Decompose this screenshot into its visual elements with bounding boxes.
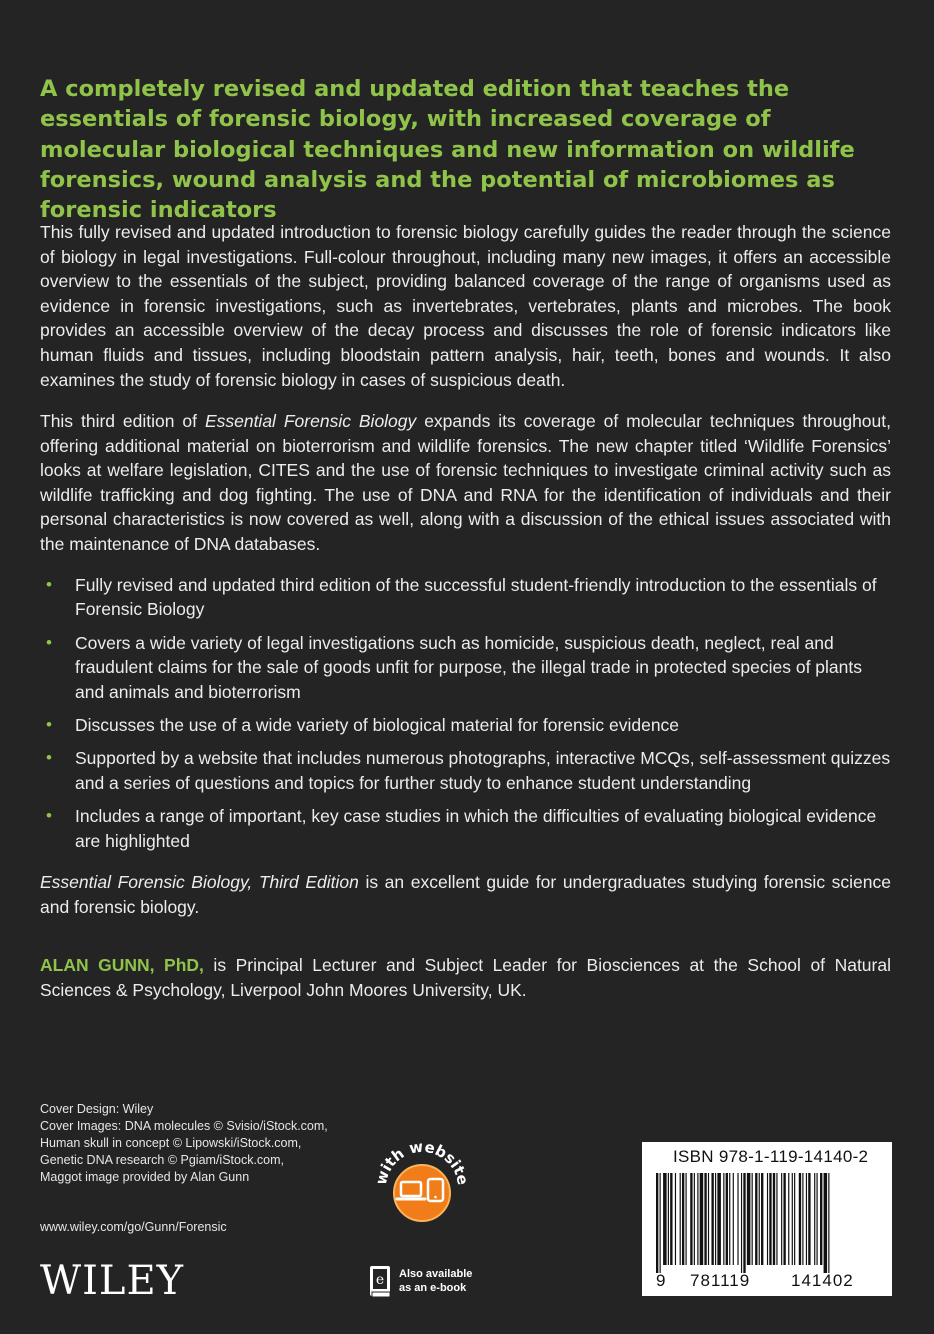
barcode-digits-right: 141402 — [791, 1271, 854, 1290]
barcode-bar — [690, 1173, 692, 1265]
barcode-bar — [792, 1173, 793, 1265]
barcode-bar — [781, 1173, 782, 1265]
feature-list-item — [40, 746, 891, 795]
barcode-bar — [816, 1173, 817, 1265]
bullet-marker: • — [46, 632, 52, 652]
bullet-marker: • — [46, 575, 52, 594]
barcode-bars — [654, 1173, 880, 1273]
barcode-bar — [729, 1173, 730, 1265]
barcode-bar — [767, 1173, 768, 1265]
author-name: ALAN GUNN, PhD, — [40, 955, 204, 975]
summary-suffix: is an excellent guide for undergraduates studying forensic science and forensic biology. — [40, 872, 891, 917]
barcode-bar — [682, 1173, 684, 1265]
description-paragraph-1: This fully revised and updated introduction to forensic biology carefully guides the reader through the science of biology in legal investigations. Full-colour throughout, including many new images, it offers an accessible overview to the essentials of the subject, providing balanced coverage of the range of organisms used as evidence in forensic investigations, such as invertebrates, vertebrates, plants and microbes. The book provides an accessible overview of the decay process and discusses the role of forensic indicators like human fluids and tissues, including bloodstain pattern analysis, hair, teeth, bones and wounds. It also examines the study of forensic biology in cases of suspicious death. — [40, 222, 891, 390]
barcode-bar — [752, 1173, 753, 1265]
barcode-bar — [808, 1173, 810, 1265]
barcode-bar — [773, 1173, 775, 1265]
barcode-bar — [828, 1173, 829, 1273]
barcode-digits-left: 781119 — [690, 1271, 751, 1290]
p2-prefix: This third edition of — [40, 411, 205, 431]
feature-list — [40, 573, 891, 862]
author-bio — [40, 953, 891, 1002]
credit-line: Genetic DNA research © Pgiam/iStock.com, — [40, 1153, 285, 1167]
ebook-line-2: as an e-book — [399, 1282, 467, 1294]
credit-line: Cover Design: Wiley — [40, 1102, 154, 1116]
credit-line: Maggot image provided by Alan Gunn — [40, 1170, 250, 1184]
barcode-bar — [761, 1173, 763, 1265]
wiley-logo: WILEY — [40, 1258, 185, 1304]
bullet-marker: • — [46, 806, 52, 826]
barcode-bar — [694, 1173, 695, 1265]
credit-line: Human skull in concept © Lipowski/iStock.com, — [40, 1136, 302, 1150]
feature-text: Covers a wide variety of legal investigations such as homicide, suspicious death, neglect, real and fraudulent claims for the sale of goods unfit for purpose, the illegal trade in protected species of plants and animals and bioterrorism — [75, 632, 862, 702]
summary-paragraph — [40, 870, 891, 919]
website-url[interactable]: www.wiley.com/go/Gunn/Forensic — [40, 1220, 227, 1234]
edition-title-italic: Essential Forensic Biology, Third Edition — [40, 872, 359, 892]
badge-label: ith websi — [377, 1137, 465, 1175]
barcode-bar — [708, 1173, 709, 1265]
barcode-bar — [723, 1173, 724, 1265]
barcode-bar — [717, 1173, 721, 1265]
barcode-bar — [743, 1173, 745, 1273]
ebook-line-1: Also available — [399, 1268, 473, 1280]
feature-text: Discusses the use of a wide variety of biological material for forensic evidence — [75, 715, 680, 736]
barcode-bar — [755, 1173, 757, 1265]
svg-text:e: e — [375, 1272, 385, 1288]
barcode-bar — [686, 1173, 687, 1265]
isbn-barcode — [642, 1142, 892, 1296]
feature-list-item — [40, 804, 891, 853]
isbn-label: ISBN 978-1-119-14140-2 — [673, 1147, 869, 1166]
with-website-badge-icon — [376, 1136, 466, 1226]
barcode-bar — [769, 1173, 771, 1265]
barcode-bar — [663, 1173, 667, 1265]
feature-text: Supported by a website that includes numerous photographs, interactive MCQs, self-assessment quizzes and a series of questions and topics for further study to enhance student understanding — [75, 748, 891, 793]
feature-list-item — [40, 713, 891, 737]
cover-credits — [40, 1101, 328, 1186]
barcode-bar — [741, 1173, 742, 1273]
barcode-bar — [759, 1173, 760, 1265]
author-bio-text: is Principal Lecturer and Subject Leader for Biosciences at the School of Natural Sciences & Psychology, Liverpool John Moores University, UK. — [40, 955, 891, 1000]
barcode-bar — [788, 1173, 789, 1265]
feature-text: Fully revised and updated third edition of the successful student-friendly introduction to the essentials of Forensic Biology — [75, 575, 877, 620]
barcode-bar — [715, 1173, 716, 1265]
barcode-bar — [668, 1173, 669, 1265]
barcode-bar — [711, 1173, 713, 1265]
barcode-bar — [776, 1173, 777, 1265]
bullet-marker: • — [46, 715, 52, 735]
barcode-digit-lead: 9 — [656, 1271, 666, 1290]
barcode-bar — [814, 1173, 815, 1265]
barcode-bar — [794, 1173, 795, 1265]
barcode-bar — [806, 1173, 807, 1265]
p2-suffix: expands its coverage of molecular techniques throughout, offering additional material on bioterrorism and wildlife forensics. The new chapter titled ‘Wildlife Forensics’ looks at welfare legislation, CITES and the use of forensic techniques to investigate criminal activity such as wildlife trafficking and dog fighting. The use of DNA and RNA for the identification of individuals and their personal characteristics is now covered as well, along with a discussion of the ethical issues associated with the maintenance of DNA databases. — [40, 411, 891, 554]
ebook-icon — [369, 1265, 393, 1299]
barcode-bar — [747, 1173, 751, 1265]
feature-text: Includes a range of important, key case studies in which the difficulties of evaluating biological evidence are highlighted — [75, 806, 877, 851]
barcode-bar — [824, 1173, 828, 1273]
barcode-bar — [704, 1173, 706, 1265]
headline: A completely revised and updated edition that teaches the essentials of forensic biology, with increased coverage of molecular biological techniques and new information on wildlife forensics, wound analysis and the potential of microbiomes as forensic indicators — [40, 76, 855, 224]
barcode-bar — [700, 1173, 704, 1265]
barcode-bar — [675, 1173, 676, 1265]
barcode-bar — [726, 1173, 728, 1265]
book-title-italic: Essential Forensic Biology — [204, 411, 417, 431]
barcode-bar — [783, 1173, 785, 1265]
barcode-bar — [799, 1173, 801, 1265]
barcode-bar — [680, 1173, 681, 1265]
barcode-bar — [820, 1173, 822, 1265]
feature-list-item — [40, 573, 891, 622]
barcode-bar — [670, 1173, 672, 1265]
barcode-bar — [656, 1173, 658, 1273]
bullet-marker: • — [46, 748, 52, 768]
barcode-bar — [737, 1173, 738, 1265]
credit-line: Cover Images: DNA molecules © Svisio/iStock.com, — [40, 1119, 328, 1133]
barcode-bar — [733, 1173, 734, 1265]
feature-list-item — [40, 631, 891, 704]
barcode-bar — [697, 1173, 698, 1265]
barcode-bar — [802, 1173, 803, 1265]
description-paragraph-2 — [40, 409, 891, 557]
barcode-bar — [660, 1173, 661, 1273]
